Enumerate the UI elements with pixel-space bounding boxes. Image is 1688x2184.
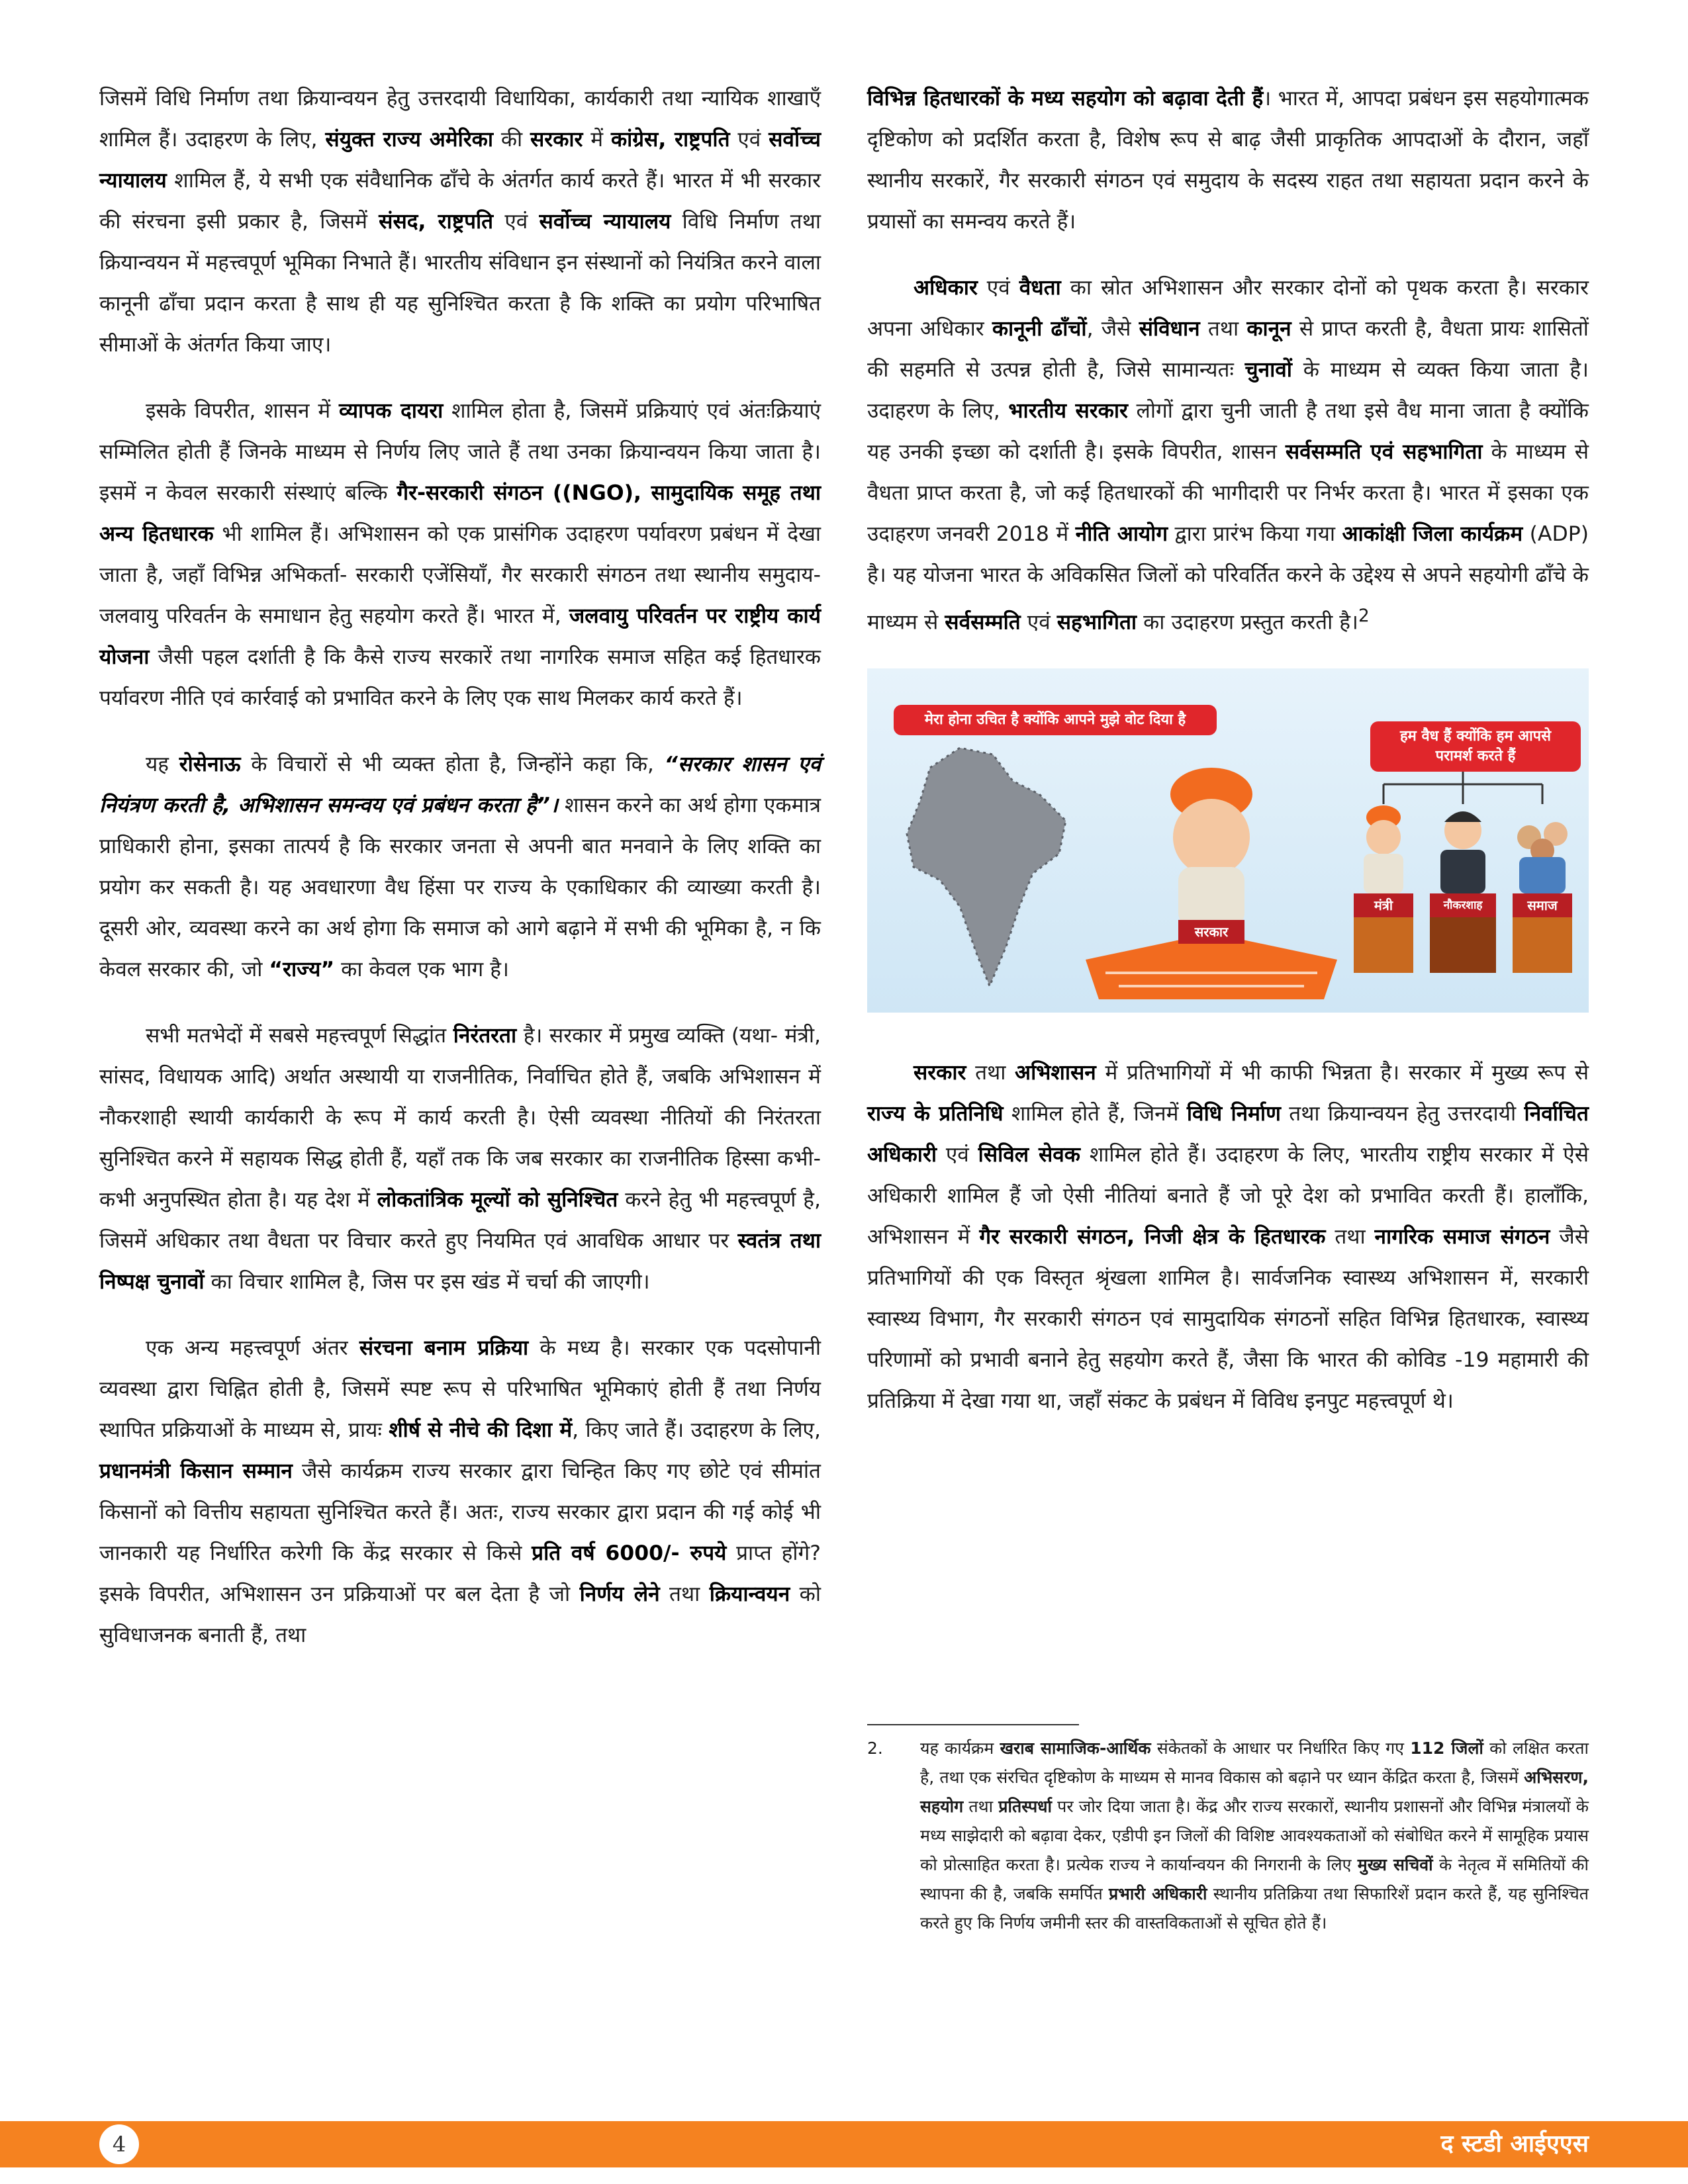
left-paragraph-3: यह रोसेनाऊ के विचारों से भी व्यक्त होता है, जिन्होंने कहा कि, “सरकार शासन एवं नियंत्रण करती है, अभिशासन समन्वय एवं प्रबंधन करता है”। शासन करने का अर्थ होगा एकमात्र प्राधिकारी होना, इसका तात्पर्य है कि सरकार जनता से अपनी बात मनवाने के लिए शक्ति का प्रयोग कर सकती है। यह अवधारणा वैध हिंसा पर राज्य के एकाधिकार की व्याख्या करती है। दूसरी ओर, व्यवस्था करने का अर्थ होगा कि समाज को आगे बढ़ाने में सभी की भूमिका है, न कि केवल सरकार की, जो “राज्य” का केवल एक भाग है। <box>99 752 821 981</box>
label-government: सरकार <box>1178 920 1244 944</box>
society-figures-icon <box>1517 822 1568 893</box>
right-column-top <box>867 78 1589 643</box>
footnote-text: यह कार्यक्रम खराब सामाजिक-आर्थिक संकेतकों के आधार पर निर्धारित किए गए 112 जिलों को लक्षित करता है, तथा एक संरचित दृष्टिकोण के माध्यम से मानव विकास को बढ़ाने पर ध्यान केंद्रित करता है, जिसमें अभिसरण, सहयोग तथा प्रतिस्पर्धा पर जोर दिया जाता है। केंद्र और राज्य सरकारों, स्थानीय प्रशासनों और विभिन्न मंत्रालयों के मध्य साझेदारी को बढ़ावा देकर, एडीपी इन जिलों की विशिष्ट आवश्यकताओं को संबोधित करने में सामूहिक प्रयास को प्रोत्साहित करता है। प्रत्येक राज्य ने कार्यान्वयन की निगरानी के लिए मुख्य सचिवों के नेतृत्व में समितियों की स्थापना की है, जबकि समर्पित प्रभारी अधिकारी स्थानीय प्रतिक्रिया तथा सिफारिशें प्रदान करते हैं, यह सुनिश्चित करते हुए कि निर्णय जमीनी स्तर की वास्तविकताओं से सूचित होते हैं। <box>920 1739 1589 1933</box>
right-column <box>867 78 1589 1447</box>
page-number: 4 <box>99 2124 139 2164</box>
label-society: समाज <box>1513 893 1572 917</box>
label-bureaucrat: नौकरशाह <box>1430 893 1496 917</box>
right-top-paragraph-2: अधिकार एवं वैधता का स्रोत अभिशासन और सरकार दोनों को पृथक करता है। सरकार अपना अधिकार कानूनी ढाँचों, जैसे संविधान तथा कानून से प्राप्त करती है, वैधता प्रायः शासितों की सहमति से उत्पन्न होती है, जिसे सामान्यतः चुनावों के माध्यम से व्यक्त किया जाता है। उदाहरण के लिए, भारतीय सरकार लोगों द्वारा चुनी जाती है तथा इसे वैध माना जाता है क्योंकि यह उनकी इच्छा को दर्शाती है। इसके विपरीत, शासन सर्वसम्मति एवं सहभागिता के माध्यम से वैधता प्राप्त करता है, जो कई हितधारकों की भागीदारी पर निर्भर करता है। भारत में इसका एक उदाहरण जनवरी 2018 में नीति आयोग द्वारा प्रारंभ किया गया आकांक्षी जिला कार्यक्रम (ADP) है। यह योजना भारत के अविकसित जिलों को परिवर्तित करने के उद्देश्य से अपने सहयोगी ढाँचे के माध्यम से सर्वसम्मति एवं सहभागिता का उदाहरण प्रस्तुत करती है।$^2$ <box>867 276 1589 635</box>
footer-bar <box>0 2121 1688 2167</box>
label-minister: मंत्री <box>1354 893 1413 917</box>
governance-illustration <box>867 668 1589 1013</box>
right-top-paragraph-1: विभिन्न हितधारकों के मध्य सहयोग को बढ़ावा देती हैं। भारत में, आपदा प्रबंधन इस सहयोगात्मक दृष्टिकोण को प्रदर्शित करता है, विशेष रूप से बाढ़ जैसी प्राकृतिक आपदाओं के दौरान, जहाँ स्थानीय सरकारें, गैर सरकारी संगठन एवं समुदाय के सदस्य राहत तथा सहायता प्रदान करने के प्रयासों का समन्वय करते हैं। <box>867 87 1589 234</box>
right-bottom-paragraph-1: सरकार तथा अभिशासन में प्रतिभागियों में भी काफी भिन्नता है। सरकार में मुख्य रूप से राज्य के प्रतिनिधि शामिल होते हैं, जिनमें विधि निर्माण तथा क्रियान्वयन हेतु उत्तरदायी निर्वाचित अधिकारी एवं सिविल सेवक शामिल होते हैं। उदाहरण के लिए, भारतीय राष्ट्रीय सरकार में ऐसे अधिकारी शामिल हैं जो ऐसी नीतियां बनाते हैं जो पूरे देश को प्रभावित करती हैं। हालाँकि, अभिशासन में गैर सरकारी संगठन, निजी क्षेत्र के हितधारक तथा नागरिक समाज संगठन जैसे प्रतिभागियों की एक विस्तृत श्रृंखला शामिल है। सार्वजनिक स्वास्थ्य अभिशासन में, सरकारी स्वास्थ्य विभाग, गैर सरकारी संगठन एवं सामुदायिक संगठनों सहित विभिन्न हितधारक, स्वास्थ्य परिणामों को प्रभावी बनाने हेतु सहयोग करते हैं, जैसा कि भारत की कोविड -19 महामारी की प्रतिक्रिया में देखा गया था, जहाँ संकट के प्रबंधन में विविध इनपुट महत्त्वपूर्ण थे। <box>867 1060 1589 1413</box>
left-paragraph-2: इसके विपरीत, शासन में व्यापक दायरा शामिल होता है, जिसमें प्रक्रियाएं एवं अंतःक्रियाएं सम्मिलित होती हैं जिनके माध्यम से निर्णय लिए जाते हैं तथा उनका क्रियान्वयन किया जाता है। इसमें न केवल सरकारी संस्थाएं बल्कि गैर-सरकारी संगठन ((NGO), सामुदायिक समूह तथा अन्य हितधारक भी शामिल हैं। अभिशासन को एक प्रासंगिक उदाहरण पर्यावरण प्रबंधन में देखा जाता है, जहाँ विभिन्न अभिकर्ता- सरकारी एजेंसियाँ, गैर सरकारी संगठन तथा स्थानीय समुदाय- जलवायु परिवर्तन के समाधान हेतु सहयोग करते हैं। भारत में, जलवायु परिवर्तन पर राष्ट्रीय कार्य योजना जैसी पहल दर्शाती है कि कैसे राज्य सरकारें तथा नागरिक समाज सहित कई हितधारक पर्यावरण नीति एवं कार्रवाई को प्रभावित करने के लिए एक साथ मिलकर कार्य करते हैं। <box>99 399 821 710</box>
left-paragraph-1: जिसमें विधि निर्माण तथा क्रियान्वयन हेतु उत्तरदायी विधायिका, कार्यकारी तथा न्यायिक शाखाएँ शामिल हैं। उदाहरण के लिए, संयुक्त राज्य अमेरिका की सरकार में कांग्रेस, राष्ट्रपति एवं सर्वोच्च न्यायालय शामिल हैं, ये सभी एक संवैधानिक ढाँचे के अंतर्गत कार्य करते हैं। भारत में भी सरकार की संरचना इसी प्रकार है, जिसमें संसद, राष्ट्रपति एवं सर्वोच्च न्यायालय विधि निर्माण तथा क्रियान्वयन में महत्त्वपूर्ण भूमिका निभाते हैं। भारतीय संविधान इन संस्थानों को नियंत्रित करने वाला कानूनी ढाँचा प्रदान करता है साथ ही यह सुनिश्चित करता है कि शक्ति का प्रयोग परिभाषित सीमाओं के अंतर्गत किया जाए। <box>99 87 821 357</box>
brand-name: द स्टडी आईएएस <box>1440 2130 1589 2158</box>
speech-bubble-government: मेरा होना उचित है क्योंकि आपने मुझे वोट दिया है <box>894 705 1217 735</box>
footnote-number: 2. <box>867 1739 883 1758</box>
politician-figure-icon <box>1170 768 1252 927</box>
bureaucrat-figure-icon <box>1440 811 1485 893</box>
left-paragraph-4: सभी मतभेदों में सबसे महत्त्वपूर्ण सिद्धांत निरंतरता है। सरकार में प्रमुख व्यक्ति (यथा- मंत्री, सांसद, विधायक आदि) अर्थात अस्थायी या राजनीतिक, निर्वाचित होते हैं, जबकि अभिशासन में नौकरशाही स्थायी कार्यकारी के रूप में कार्य करती है। ऐसी व्यवस्था नीतियों की निरंतरता सुनिश्चित करने में सहायक सिद्ध होती हैं, यहाँ तक कि जब सरकार का राजनीतिक हिस्सा कभी-कभी अनुपस्थित होता है। यह देश में लोकतांत्रिक मूल्यों को सुनिश्चित करने हेतु भी महत्त्वपूर्ण है, जिसमें अधिकार तथा वैधता पर विचार करते हुए नियमित एवं आवधिक आधार पर स्वतंत्र तथा निष्पक्ष चुनावों का विचार शामिल है, जिस पर इस खंड में चर्चा की जाएगी। <box>99 1024 821 1294</box>
left-paragraph-5: एक अन्य महत्त्वपूर्ण अंतर संरचना बनाम प्रक्रिया के मध्य है। सरकार एक पदसोपानी व्यवस्था द्वारा चिह्नित होती है, जिसमें स्पष्ट रूप से परिभाषित भूमिकाएं होती हैं तथा निर्णय स्थापित प्रक्रियाओं के माध्यम से, प्रायः शीर्ष से नीचे की दिशा में, किए जाते हैं। उदाहरण के लिए, प्रधानमंत्री किसान सम्मान जैसे कार्यक्रम राज्य सरकार द्वारा चिन्हित किए गए छोटे एवं सीमांत किसानों को वित्तीय सहायता सुनिश्चित करते हैं। अतः, राज्य सरकार द्वारा प्रदान की गई कोई भी जानकारी यह निर्धारित करेगी कि केंद्र सरकार से किसे प्रति वर्ष 6000/- रुपये प्राप्त होंगे? इसके विपरीत, अभिशासन उन प्रक्रियाओं पर बल देता है जो निर्णय लेने तथा क्रियान्वयन को सुविधाजनक बनाती हैं, तथा <box>99 1336 821 1647</box>
minister-figure-icon <box>1364 805 1403 893</box>
left-column <box>99 78 821 1681</box>
connector-lines <box>1383 768 1542 804</box>
footnote-divider <box>867 1724 1079 1725</box>
india-crowd-map-icon <box>907 748 1066 986</box>
right-column-bottom <box>867 1052 1589 1422</box>
footnote <box>867 1734 1589 1938</box>
speech-bubble-governance: हम वैध हैं क्योंकि हम आपसे परामर्श करते हैं <box>1370 721 1581 772</box>
